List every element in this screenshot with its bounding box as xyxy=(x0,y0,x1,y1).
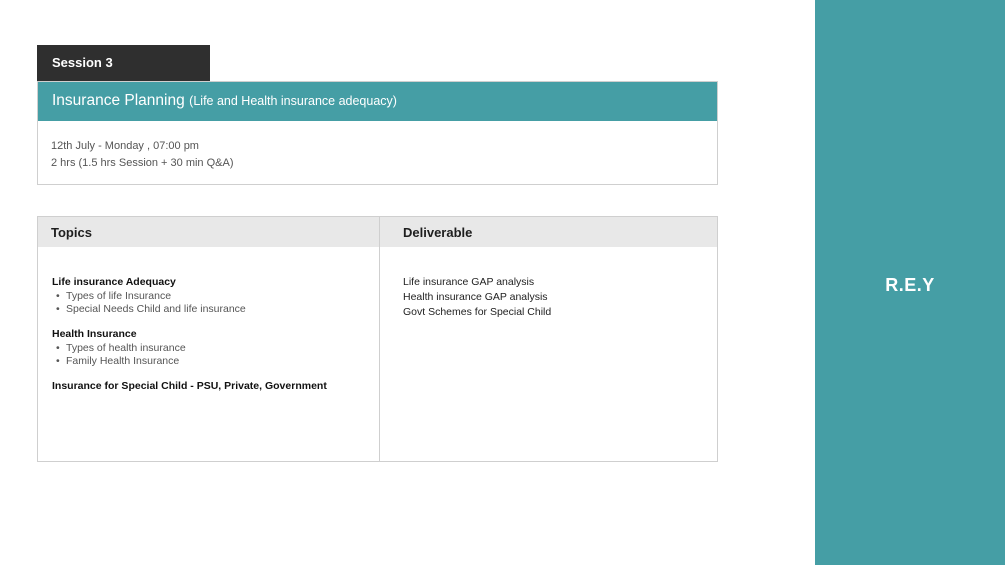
bullet-icon: • xyxy=(56,290,60,302)
list-item-text: Family Health Insurance xyxy=(66,355,180,367)
session-label: Session 3 xyxy=(52,55,113,70)
topics-header: Topics xyxy=(51,225,92,240)
deliverable-item: Govt Schemes for Special Child xyxy=(403,306,552,318)
topic-title: Insurance for Special Child - PSU, Private, Government xyxy=(52,380,327,392)
bullet-icon: • xyxy=(56,342,60,354)
list-item xyxy=(52,290,372,303)
list-item-text: Types of life Insurance xyxy=(66,290,172,302)
title-bar xyxy=(38,82,717,121)
table-header-row xyxy=(38,217,717,247)
topic-list xyxy=(52,290,372,316)
deliverable-column xyxy=(403,275,703,320)
list-item xyxy=(52,342,372,355)
page-title: Insurance Planning xyxy=(52,92,185,109)
bullet-icon: • xyxy=(56,303,60,315)
topic-title: Health Insurance xyxy=(52,328,137,340)
topics-deliverables-table xyxy=(37,216,718,462)
list-item-text: Special Needs Child and life insurance xyxy=(66,303,246,315)
topic-group xyxy=(52,379,372,394)
topics-column xyxy=(52,275,372,405)
deliverable-item: Life insurance GAP analysis xyxy=(403,276,535,288)
session-tab xyxy=(37,45,210,82)
topic-group xyxy=(52,327,372,368)
topic-list xyxy=(52,342,372,368)
brand-logo: R.E.Y xyxy=(885,275,935,295)
bullet-icon: • xyxy=(56,355,60,367)
session-info-card xyxy=(37,81,718,185)
session-date: 12th July - Monday , 07:00 pm xyxy=(51,140,199,152)
list-item xyxy=(52,303,372,316)
topic-group xyxy=(52,275,372,316)
list-item xyxy=(52,355,372,368)
topic-title: Life insurance Adequacy xyxy=(52,276,176,288)
brand-side-panel xyxy=(815,0,1005,565)
session-duration: 2 hrs (1.5 hrs Session + 30 min Q&A) xyxy=(51,157,234,169)
list-item-text: Types of health insurance xyxy=(66,342,186,354)
page-subtitle: (Life and Health insurance adequacy) xyxy=(189,94,397,108)
deliverable-item: Health insurance GAP analysis xyxy=(403,291,548,303)
deliverable-header: Deliverable xyxy=(403,225,473,240)
column-divider xyxy=(379,217,380,461)
